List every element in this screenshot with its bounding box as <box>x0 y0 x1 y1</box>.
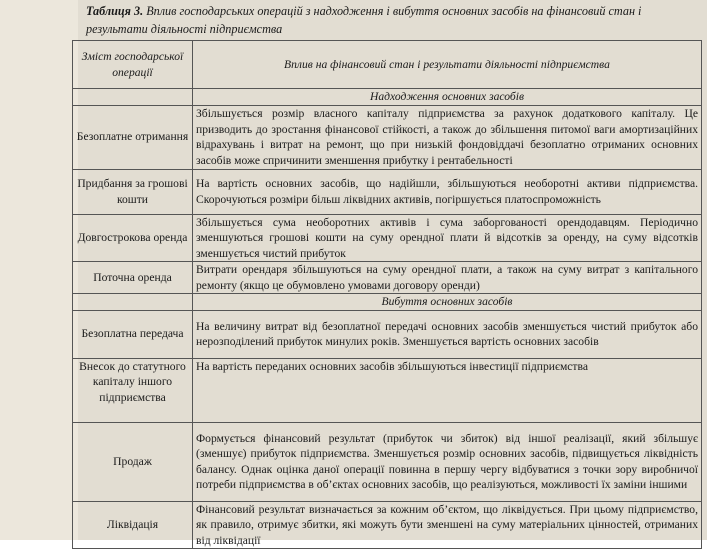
row-effect: Фінансовий результат визначається за кожним об’єктом, що ліквідується. При цьому підприємство, як правило, отримує збитки, які можуть бути зменшені на суму матеріальних цінностей, отриманих від ліквідації <box>193 501 702 549</box>
header-effect: Вплив на фінансовий стан і результати діяльності підприємства <box>193 41 702 89</box>
caption-text: Вплив господарських операцій з надходження і вибуття основних засобів на фінансовий стан і результати діяльності підприємства <box>86 4 642 36</box>
section-row <box>73 294 702 311</box>
table-row <box>73 169 702 214</box>
row-operation: Внесок до статутного капіталу іншого підприємства <box>73 358 193 422</box>
table-row <box>73 501 702 549</box>
page-margin <box>0 0 78 540</box>
row-effect: Збільшується розмір власного капіталу підприємства за рахунок додаткового капіталу. Це призводить до зростання фінансової стійкості, а також до збільшення питомої ваги амортизаційних відрахувань і витрат на ремонт, що при низькій фондовіддачі безоплатно отриманих основних засобів може спричинити зменшення прибутку і рентабельності <box>193 105 702 169</box>
table-row <box>73 358 702 422</box>
row-effect: Формується фінансовий результат (прибуток чи збиток) від іншої реалізації, який збільшує (зменшує) прибуток підприємства. Зменшується розмір основних засобів, підвищується ліквідність балансу. Однак оцінка даної операції повинна в першу чергу відбуватися з точки зору виробничої потреби підприємства в об’єктах основних засобів, що реалізуються, можливості їх заміни іншими <box>193 422 702 501</box>
table-row <box>73 105 702 169</box>
row-effect: Збільшується сума необоротних активів і сума заборгованості орендодавцям. Періодично зменшуються грошові кошти на суму орендної плати й відсотків за оренду, на суму відсотків зменшується чистий прибуток <box>193 214 702 262</box>
section-income: Надходження основних засобів <box>193 89 702 106</box>
row-operation: Поточна оренда <box>73 262 193 294</box>
table-row <box>73 262 702 294</box>
row-operation: Безоплатне отримання <box>73 105 193 169</box>
document-page <box>76 0 707 547</box>
row-operation: Ліквідація <box>73 501 193 549</box>
header-operation: Зміст господарської операції <box>73 41 193 89</box>
row-effect: На величину витрат від безоплатної передачі основних засобів зменшується чистий прибуток або нерозподілений прибуток минулих років. Зменшується вартість основних засобів <box>193 310 702 358</box>
row-operation: Довгострокова оренда <box>73 214 193 262</box>
table-row <box>73 422 702 501</box>
section-blank <box>73 89 193 106</box>
caption-label: Таблиця 3. <box>86 4 144 18</box>
section-disposal: Вибуття основних засобів <box>193 294 702 311</box>
table-caption <box>86 2 696 38</box>
section-blank <box>73 294 193 311</box>
table-row <box>73 310 702 358</box>
row-operation: Безоплатна передача <box>73 310 193 358</box>
header-row <box>73 41 702 89</box>
row-operation: Продаж <box>73 422 193 501</box>
row-effect: Витрати орендаря збільшуються на суму орендної плати, а також на суму витрат з капітального ремонту (якщо це обумовлено умовами договору оренди) <box>193 262 702 294</box>
fixed-assets-table <box>72 40 702 549</box>
section-row <box>73 89 702 106</box>
row-operation: Придбання за грошові кошти <box>73 169 193 214</box>
row-effect: На вартість основних засобів, що надійшли, збільшуються необоротні активи підприємства. Скорочуються розміри більш ліквідних активів, погіршується платоспроможність <box>193 169 702 214</box>
row-effect: На вартість переданих основних засобів збільшуються інвестиції підприємства <box>193 358 702 422</box>
table-row <box>73 214 702 262</box>
